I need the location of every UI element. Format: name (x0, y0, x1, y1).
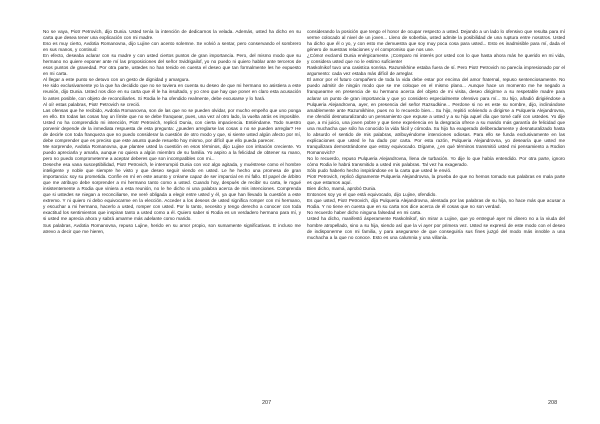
paragraph: En efecto, deseaba aclarar con su madre y con usted ciertos puntos de gran importancia. Pero, del mismo modo que su hermano no quiere exponer ante mí las proposiciones del señor Svidrigailof, yo no puedo ni quiero hablar ante terceros de esos puntos de gravedad. Por otra parte, ustedes no han tenido en cuenta el deseo que tan formalmente les he expuesto en mi carta. (43, 53, 301, 77)
paragraph: Es que usted, Piotr Petrovich, dijo Pulqueria Alejandrovna, alentada por las palabras de su hija, no hace más que acusar a Rodia. Y no tiene en cuenta que en su carta nos dice acerca de él cosas que no son verdad. (307, 198, 565, 210)
right-page (307, 29, 565, 394)
paragraph: No recuerdo haber dicho ninguna falsedad en mi carta. (307, 210, 422, 216)
paragraph: Deseche esa vana susceptibilidad, Piotr Petrovich, le interrumpió Dunia con voz algo agitada, y muéstrese como el hombre inteligente y noble que siempre he visto y que deseo seguir viendo en usted. Le he hecho una promesa de gran importancia: soy su prometida. Confíe en mí en este asunto y créame capaz de ser imparcial en mi fallo. El papel de árbitro que me atribuyo debe sorprender a mi hermano tanto como a usted. Cuando hoy, después de recibir su carta, le rogué insistentemente a Rodia que viniera a esta reunión, no le he dicho ni una palabra acerca de mis intenciones. Comprenda que si ustedes se niegan a reconciliarse, me veré obligada a elegir entre usted y él, ya que han llevado la cuestión a este extremo. Y ni quiero ni debo equivocarme en la elección. Acceder a los deseos de usted significa romper con mi hermano, y escuchar a mi hermano, hacerlo a usted, romper con usted. Por lo tanto, necesito y tengo derecho a conocer con toda exactitud los sentimientos que inspiran tanto a usted como a él. Quiero saber si Rodia es un verdadero hermano para mí, y si usted me aprecia ahora y sabrá amarme más adelante como marido. (43, 162, 301, 222)
paragraph: Usted ha dicho, manifestó ásperamente Raskolnikof, sin mirar a Lujine, que yo entregué ayer mi dinero no a la viuda del hombre atropellado, sino a su hija, siendo así que la vi ayer por primera vez. Usted se expresó de este modo con el deseo de indisponerme con mi familia, y para asegurarse de que conseguiría sus fines juzgó del modo más innoble a una muchacha a la que no conoce. Esto es una calumnia y una villanía. (307, 216, 565, 240)
paragraph: Me sorprende, Avdotia Romanovna, que plantee usted la cuestión en esos términos, dijo Lujine con irritación creciente. Yo puedo apreciarla y amarla, aunque no quiera a algún miembro de su familia. Yo aspiro a la felicidad de obtener su mano, pero no puedo comprometerme a aceptar deberes que son incompatibles con mi... (43, 143, 301, 161)
paragraph: Al oír estas palabras, Piotr Petrovich se creció. (43, 101, 141, 107)
paragraph: El amor por el futuro compañero de toda la vida debe estar por encima del amor fraternal, repuso sentenciosamente. No puedo admitir de ningún modo que se me coloque en el mismo plano... Aunque hace un momento me he negado a franquearme en presencia de su hermano acerca del objeto de mi visita, deseo dirigirme a su respetable madre para aclarar un punto de gran importancia y que yo considero especialmente ofensivo para mí... Su hijo, añadió dirigiéndose a Pulqueria Alejandrovna, ayer, en presencia del señor Razsudkine... Perdone si no es este su nombre, dijo, inclinándose amablemente ante Razumikhine, pues no lo recuerdo bien... Su hijo, repitió volviendo a dirigirse a Pulqueria Alejandrovna, me ofendió desnaturalizando un pensamiento que expuse a usted y a su hija aquel día que tomé café con ustedes. Yo dije que, a mi juicio, una joven pobre y que tiene experiencia en la desgracia ofrece a su marido más garantía de felicidad que una muchacha que sólo ha conocido la vida fácil y cómoda. Su hijo ha exagerado deliberadamente y desnaturalizado hasta lo absurdo el sentido de mis palabras, atribuyéndome intenciones odiosas. Para ello se funda exclusivamente en las explicaciones que usted le ha dado por carta. Por esta razón, Pulqueria Alejandrovna, yo desearía que usted me tranquilizara demostrándome que estoy equivocado. Dígame, ¿en qué términos transmitió usted mi pensamiento a Rodion Romanovich? (307, 77, 565, 155)
paragraph: Sólo pudo haberlo hecho inspirándose en la carta que usted le envió. (307, 168, 452, 174)
paragraph: Usted no ha comprendido mi intención, Piotr Petrovich, replicó Dunia, con cierta impaciencia. Entiéndame. Todo nuestro porvenir depende de la inmediata respuesta de esta pregunta: ¿pueden arreglarse las cosas o no se pueden arreglar? He de decirle con toda franqueza que no puedo considerar la cuestión de otro modo y que, si siente usted algún afecto por mí, debe comprender que es preciso que este asunto quede resuelto hoy mismo, por difícil que ello pueda parecer. (43, 119, 301, 143)
left-page (43, 29, 301, 394)
paragraph: He sido exclusivamente yo la que ha decidido que no se tuviera en cuenta su deseo de que mi hermano no asistiera a este reunión, dijo Dunia. Usted nos dice en su carta que él le ha insultado, y yo creo que hay que poner en claro esta acusación lo antes posible, con objeto de reconciliarles. Si Rodia le ha ofendido realmente, debe excusarse y lo hará. (43, 83, 301, 101)
paragraph: Entonces soy yo el que está equivocado, dijo Lujine, ofendido. (307, 192, 437, 198)
paragraph: ¿Cómo! exclamó Dunia enérgicamente. ¡Comparo mi interés por usted con lo que hasta ahora más he querido en mi vida, y considera usted que no le estimo suficiente! (307, 53, 565, 65)
paragraph: No lo recuerdo, repuso Pulqueria Alejandrovna, llena de turbación. Yo dije lo que había entendido. Por otra parte, ignoro cómo Rodia le habrá transmitido a usted mis palabras. Tal vez ha exagerado. (307, 155, 565, 168)
left-page-number: 207 (262, 400, 272, 406)
paragraph: Sus palabras, Avdotia Romanovna, repuso Lujine, herido en su amor propio, son sumamente significativas. E incluso me atrevo a decir que me hieren, (43, 222, 301, 234)
paragraph: Bien dicho, mamá, aprobó Dunia. (307, 186, 377, 192)
paragraph: Eso es muy cierto, Avdotia Romanovna, dijo Lujine con acento solemne. Se volvió a sentar, pero conservando el sombrero en sus manos, y continuó: (43, 41, 301, 53)
paragraph: Piotr Petrovich, replicó dignamente Pulqueria Alejandrovna, la prueba de que no hemos tomado sus palabras en mala parte es que estamos aquí. (307, 174, 565, 186)
paragraph: No se vaya, Piotr Petrovich, dijo Dunia. Usted tenía la intención de dedicarnos la velada. Además, usted ha dicho en su carta que desea tener una explicación con mi madre. (43, 29, 301, 41)
paragraph: Raskolnikof tuvo una casistica sonrisa. Razumikhine estaba fuera de sí. Pero Piotr Petrovich no parecía impresionado por el argumento: cada vez estaba más difícil de arreglar. (307, 65, 565, 77)
paragraph: Las ofensas que he recibido, Avdotia Romanovna, son de las que no se pueden olvidar, por mucho empeño que uno ponga en ello. En todas las cosas hay un límite que no se debe franquear, pues, una vez al otro lado, la vuelta atrás es imposible. (43, 107, 301, 119)
paragraph: Al llegar a este punto se detuvo con un gesto de dignidad y amargura. (43, 77, 190, 83)
right-page-number: 208 (548, 400, 558, 406)
paragraph: considerando la posición que tengo el honor de ocupar respecto a usted. Dejando a un lado lo ofensivo que resulta para mí verme colocado al nivel de un joven... Lleno de soberbia, usted admite la posibilidad de una ruptura entre nosotros. Usted ha dicho que él o yo, y con esto me demuestra que soy muy poca cosa para usted... Esto es inadmisible para mí, dada el género de nuestras relaciones y el compromiso que nos une. (307, 29, 565, 53)
